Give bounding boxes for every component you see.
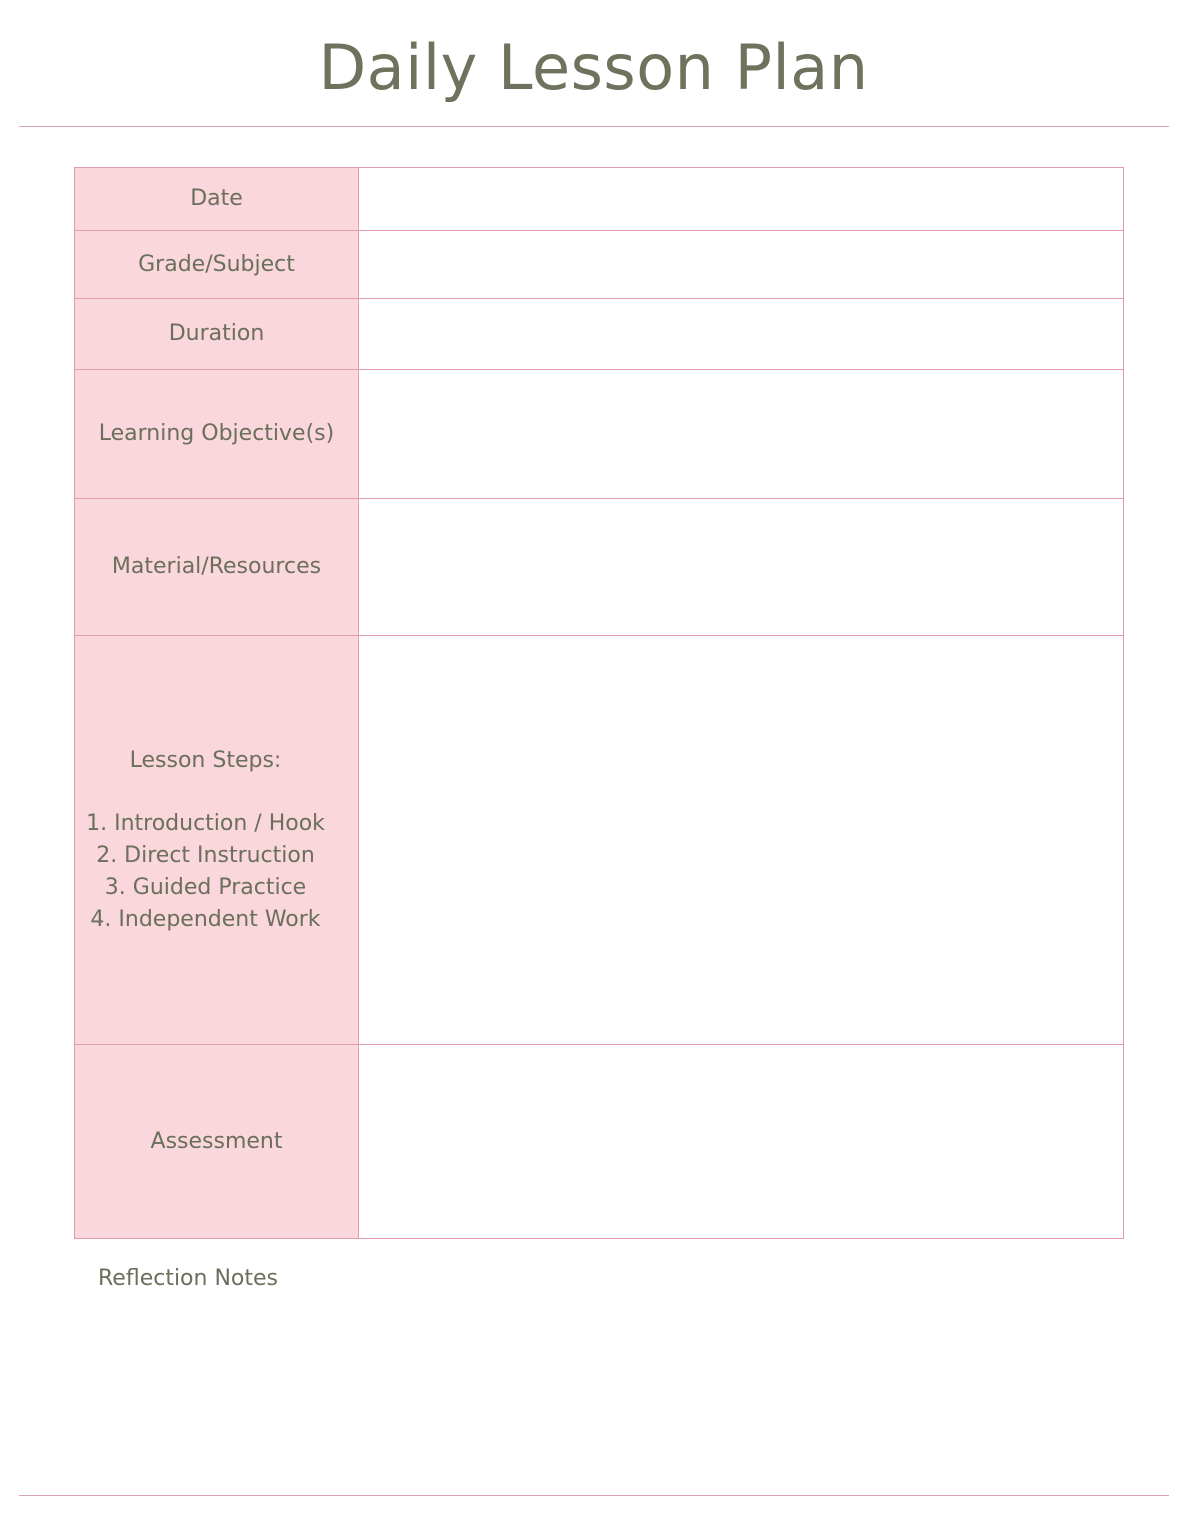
materials-resources-label: Material/Resources <box>75 499 359 636</box>
table-row <box>75 168 1124 231</box>
table-row <box>75 636 1124 1045</box>
lesson-steps-cell <box>75 636 359 1045</box>
date-label: Date <box>75 168 359 231</box>
footer-divider <box>19 1495 1169 1496</box>
table-row <box>75 370 1124 499</box>
date-field[interactable] <box>359 168 1124 231</box>
assessment-field[interactable] <box>359 1045 1124 1239</box>
lesson-step-item: 4. Independent Work <box>90 906 321 932</box>
duration-label: Duration <box>75 299 359 370</box>
materials-resources-field[interactable] <box>359 499 1124 636</box>
grade-subject-field[interactable] <box>359 231 1124 299</box>
table-row <box>75 299 1124 370</box>
reflection-notes-label: Reflection Notes <box>98 1266 278 1291</box>
learning-objectives-field[interactable] <box>359 370 1124 499</box>
lesson-steps-label: Lesson Steps: <box>129 747 282 773</box>
lesson-steps-field[interactable] <box>359 636 1124 1045</box>
table-row <box>75 499 1124 636</box>
lesson-step-item: 1. Introduction / Hook <box>86 810 325 836</box>
lesson-step-item: 3. Guided Practice <box>104 874 307 900</box>
table-row <box>75 1045 1124 1239</box>
header-divider <box>19 126 1169 127</box>
duration-field[interactable] <box>359 299 1124 370</box>
grade-subject-label: Grade/Subject <box>75 231 359 299</box>
lesson-steps-list <box>75 808 358 936</box>
lesson-plan-table <box>74 167 1124 1239</box>
learning-objectives-label: Learning Objective(s) <box>75 370 359 499</box>
table-row <box>75 231 1124 299</box>
lesson-step-item: 2. Direct Instruction <box>96 842 315 868</box>
page-title: Daily Lesson Plan <box>318 31 869 104</box>
assessment-label: Assessment <box>75 1045 359 1239</box>
